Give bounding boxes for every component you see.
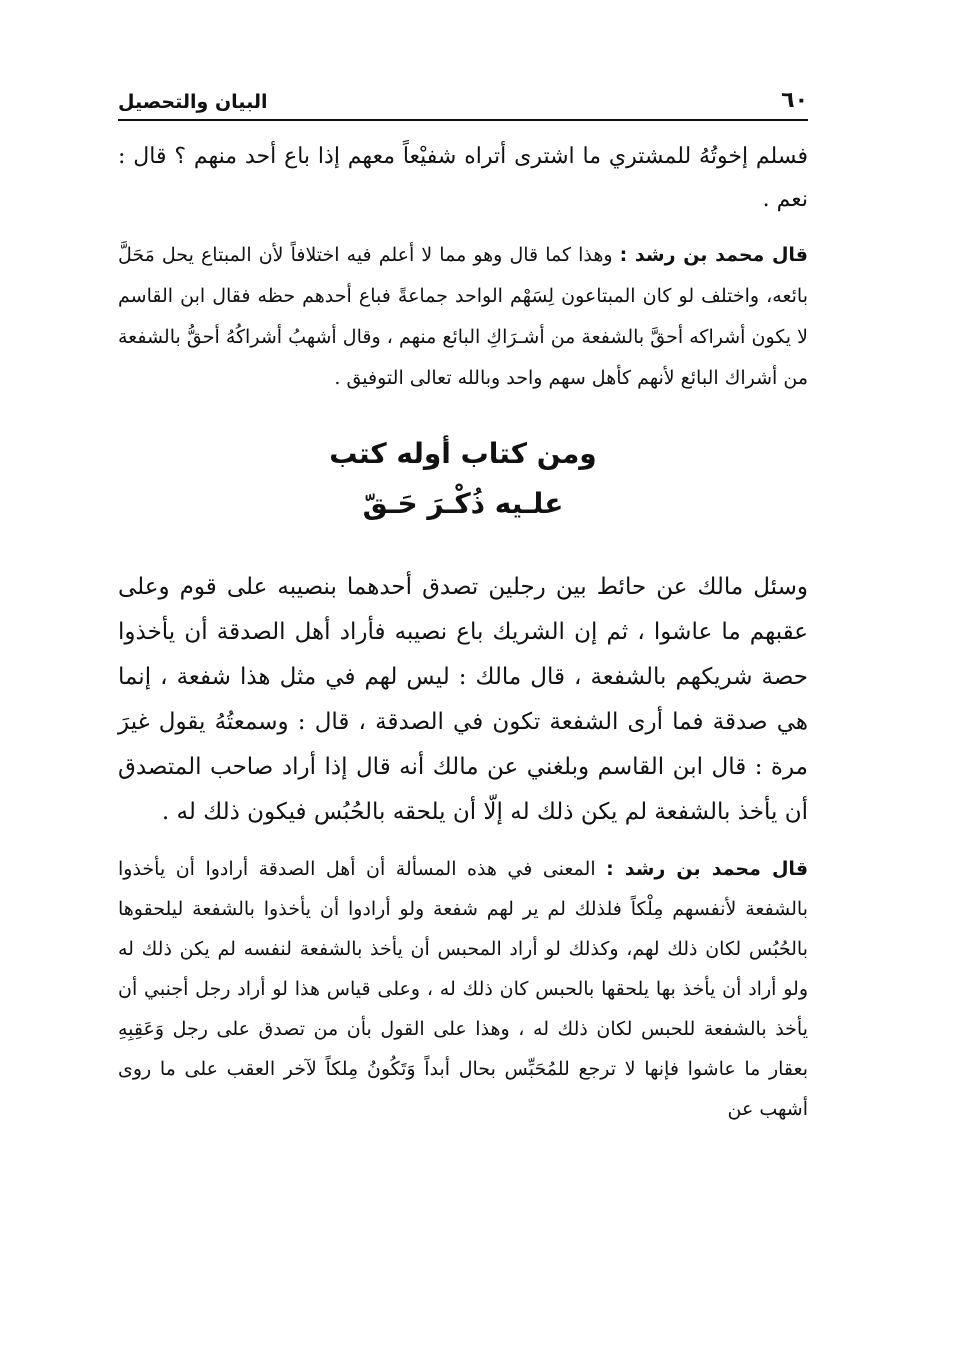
paragraph-4 (118, 849, 808, 1129)
paragraph-2-text: وهذا كما قال وهو مما لا أعلم فيه اختلافاً لأن المبتاع يحل مَحَلَّ بائعه، واختلف لو كان المبتاعون لِسَهْم الواحد جماعةً فباع أحدهم حظه فقال ابن القاسم لا يكون أشراكه أحقَّ بالشفعة من أشـرَاكِ البائع منهم ، وقال أشهبُ أشراكُهُ أحقُّ بالشفعة من أشراك البائع لأنهم كأهل سهم واحد وبالله تعالى التوفيق . (118, 244, 808, 389)
section-heading (118, 429, 808, 529)
paragraph-3: وسئل مالك عن حائط بين رجلين تصدق أحدهما بنصيبه على قوم وعلى عقبهم ما عاشوا ، ثم إن الشريك باع نصيبه فأراد أهل الصدقة أن يأخذوا حصة شريكهم بالشفعة ، قال مالك : ليس لهم في مثل هذا شفعة ، إنما هي صدقة فما أرى الشفعة تكون في الصدقة ، قال : وسمعتُهُ يقول غيرَ مرة : قال ابن القاسم وبلغني عن مالك أنه قال إذا أراد صاحب المتصدق أن يأخذ بالشفعة لم يكن ذلك له إلّا أن يلحقه بالحُبُس فيكون ذلك له . (118, 574, 808, 825)
book-title: البيان والتحصيل (118, 91, 268, 113)
section-heading-line-2: علـيه ذُكْـرَ حَـقّ (362, 487, 564, 520)
paragraph-2-speaker: قال محمد بن رشد : (619, 244, 808, 266)
running-header (118, 88, 808, 121)
paragraph-2 (118, 235, 808, 399)
document-page (118, 88, 808, 1129)
paragraph-4-text: المعنى في هذه المسألة أن أهل الصدقة أرادوا أن يأخذوا بالشفعة لأنفسهم مِلْكاً فلذلك لم ير لهم شفعة ولو أرادوا أن يأخذوا بالشفعة ليلحقوها بالحُبُس لكان ذلك لهم، وكذلك لو أراد المحبس أن يأخذ بالشفعة لنفسه لم يكن ذلك له ولو أراد أن يأخذ بها يلحقها بالحبس كان ذلك له ، وعلى قياس هذا لو أراد رجل أجنبي أن يأخذ بالشفعة للحبس لكان ذلك له ، وهذا على القول بأن من تصدق على رجل وَعَقِبِهِ بعقار ما عاشوا فإنها لا ترجع للمُحَبِّس بحال أبداً وَتَكُونُ مِلكاً لآخر العقب على ما روى أشهب عن (118, 858, 808, 1120)
page-number: ٦٠ (781, 88, 808, 113)
paragraph-4-speaker: قال محمد بن رشد : (606, 858, 809, 880)
paragraph-1: فسلم إخوتُهُ للمشتري ما اشترى أتراه شفيْعاً معهم إذا باع أحد منهم ؟ قال : نعم . (118, 144, 808, 212)
section-heading-line-1: ومن كتاب أوله كتب (329, 437, 597, 470)
